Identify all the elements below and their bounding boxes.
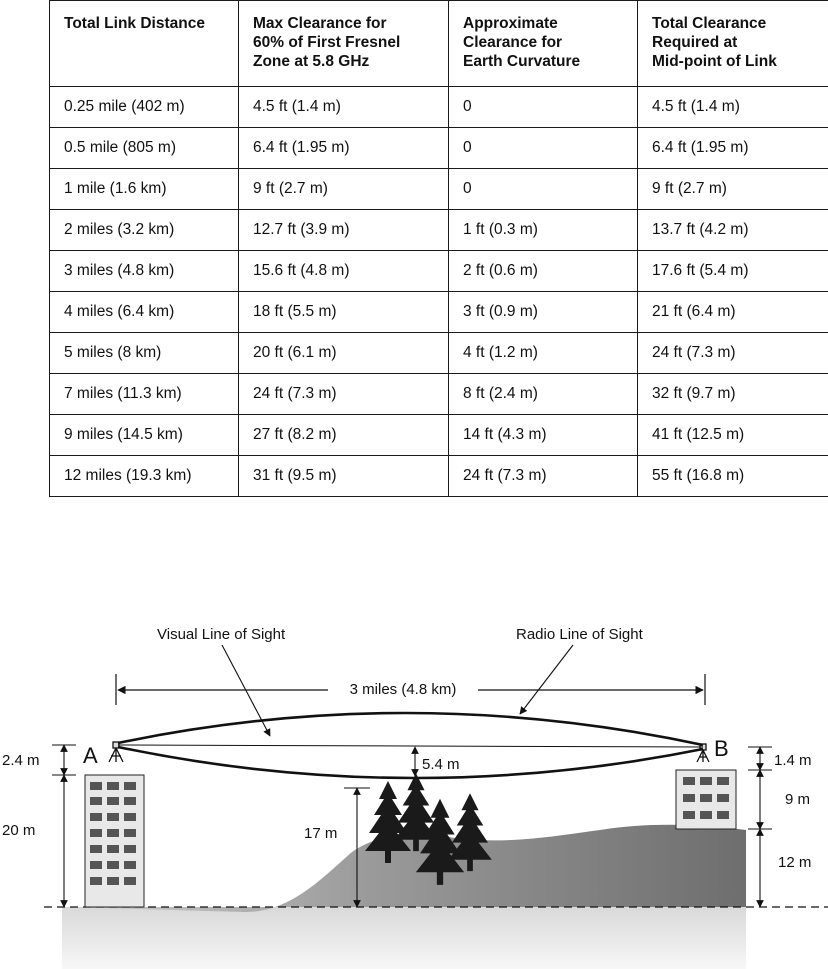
- table-cell: 8 ft (2.4 m): [449, 374, 638, 415]
- table-row: [50, 456, 828, 497]
- line-of-sight-diagram: [0, 610, 828, 969]
- table-header-row: [50, 1, 828, 87]
- table-cell: 24 ft (7.3 m): [638, 333, 828, 374]
- fresnel-clearance-table: [49, 0, 828, 497]
- header-earth-curvature: Approximate Clearance for Earth Curvature: [449, 1, 638, 87]
- distance-label: 3 miles (4.8 km): [349, 681, 457, 698]
- table-cell: 4 miles (6.4 km): [50, 292, 239, 333]
- table-cell: 3 ft (0.9 m): [449, 292, 638, 333]
- table-row: [50, 415, 828, 456]
- table-cell: 27 ft (8.2 m): [239, 415, 449, 456]
- table-cell: 4.5 ft (1.4 m): [239, 87, 449, 128]
- table-row: [50, 128, 828, 169]
- table-row: [50, 210, 828, 251]
- table-cell: 18 ft (5.5 m): [239, 292, 449, 333]
- table-cell: 31 ft (9.5 m): [239, 456, 449, 497]
- table-cell: 1 ft (0.3 m): [449, 210, 638, 251]
- table-row: [50, 374, 828, 415]
- table-body: [50, 87, 828, 497]
- b-terrain-height-label: 12 m: [778, 854, 812, 871]
- b-antenna-height-label: 1.4 m: [774, 752, 812, 769]
- a-building-height-label: 20 m: [2, 822, 36, 839]
- table-row: [50, 251, 828, 292]
- table-cell: 20 ft (6.1 m): [239, 333, 449, 374]
- table-cell: 9 miles (14.5 km): [50, 415, 239, 456]
- table-cell: 24 ft (7.3 m): [239, 374, 449, 415]
- header-fresnel-clearance: Max Clearance for 60% of First Fresnel Zone at 5.8 GHz: [239, 1, 449, 87]
- table-cell: 4.5 ft (1.4 m): [638, 87, 828, 128]
- table-cell: 0: [449, 169, 638, 210]
- table-cell: 1 mile (1.6 km): [50, 169, 239, 210]
- visual-line-of-sight: [118, 745, 703, 747]
- a-antenna-height-label: 2.4 m: [2, 752, 40, 769]
- table-cell: 2 ft (0.6 m): [449, 251, 638, 292]
- table-cell: 7 miles (11.3 km): [50, 374, 239, 415]
- table-cell: 32 ft (9.7 m): [638, 374, 828, 415]
- radio-los-label: Radio Line of Sight: [516, 626, 643, 643]
- table-cell: 41 ft (12.5 m): [638, 415, 828, 456]
- ground-base: [62, 907, 746, 969]
- table-row: [50, 169, 828, 210]
- table-cell: 24 ft (7.3 m): [449, 456, 638, 497]
- radio-line-of-sight-upper: [118, 713, 703, 745]
- table-row: [50, 333, 828, 374]
- table-row: [50, 87, 828, 128]
- table-cell: 4 ft (1.2 m): [449, 333, 638, 374]
- table-cell: 14 ft (4.3 m): [449, 415, 638, 456]
- table-cell: 17.6 ft (5.4 m): [638, 251, 828, 292]
- b-building-height-label: 9 m: [785, 791, 811, 808]
- table-cell: 0: [449, 128, 638, 169]
- table-cell: 6.4 ft (1.95 m): [638, 128, 828, 169]
- table-cell: 6.4 ft (1.95 m): [239, 128, 449, 169]
- table-cell: 13.7 ft (4.2 m): [638, 210, 828, 251]
- point-b-label: B: [714, 736, 729, 761]
- table-row: [50, 292, 828, 333]
- table-cell: 0.5 mile (805 m): [50, 128, 239, 169]
- visual-los-label: Visual Line of Sight: [157, 626, 286, 643]
- header-total-link-distance: Total Link Distance: [50, 1, 239, 87]
- table-cell: 9 ft (2.7 m): [638, 169, 828, 210]
- table-cell: 3 miles (4.8 km): [50, 251, 239, 292]
- table-cell: 0: [449, 87, 638, 128]
- table-cell: 9 ft (2.7 m): [239, 169, 449, 210]
- table-cell: 12.7 ft (3.9 m): [239, 210, 449, 251]
- midpoint-clearance-label: 5.4 m: [422, 756, 460, 773]
- building-a: [85, 775, 144, 907]
- radio-los-callout: [520, 645, 573, 714]
- table-cell: 15.6 ft (4.8 m): [239, 251, 449, 292]
- table-cell: 55 ft (16.8 m): [638, 456, 828, 497]
- table-cell: 0.25 mile (402 m): [50, 87, 239, 128]
- building-b: [676, 770, 736, 829]
- point-a-label: A: [83, 743, 98, 768]
- table-cell: 2 miles (3.2 km): [50, 210, 239, 251]
- radio-line-of-sight-lower: [118, 747, 703, 778]
- table-cell: 21 ft (6.4 m): [638, 292, 828, 333]
- table-cell: 12 miles (19.3 km): [50, 456, 239, 497]
- obstruction-height-label: 17 m: [304, 825, 338, 842]
- header-total-clearance: Total Clearance Required at Mid-point of Link: [638, 1, 828, 87]
- table-cell: 5 miles (8 km): [50, 333, 239, 374]
